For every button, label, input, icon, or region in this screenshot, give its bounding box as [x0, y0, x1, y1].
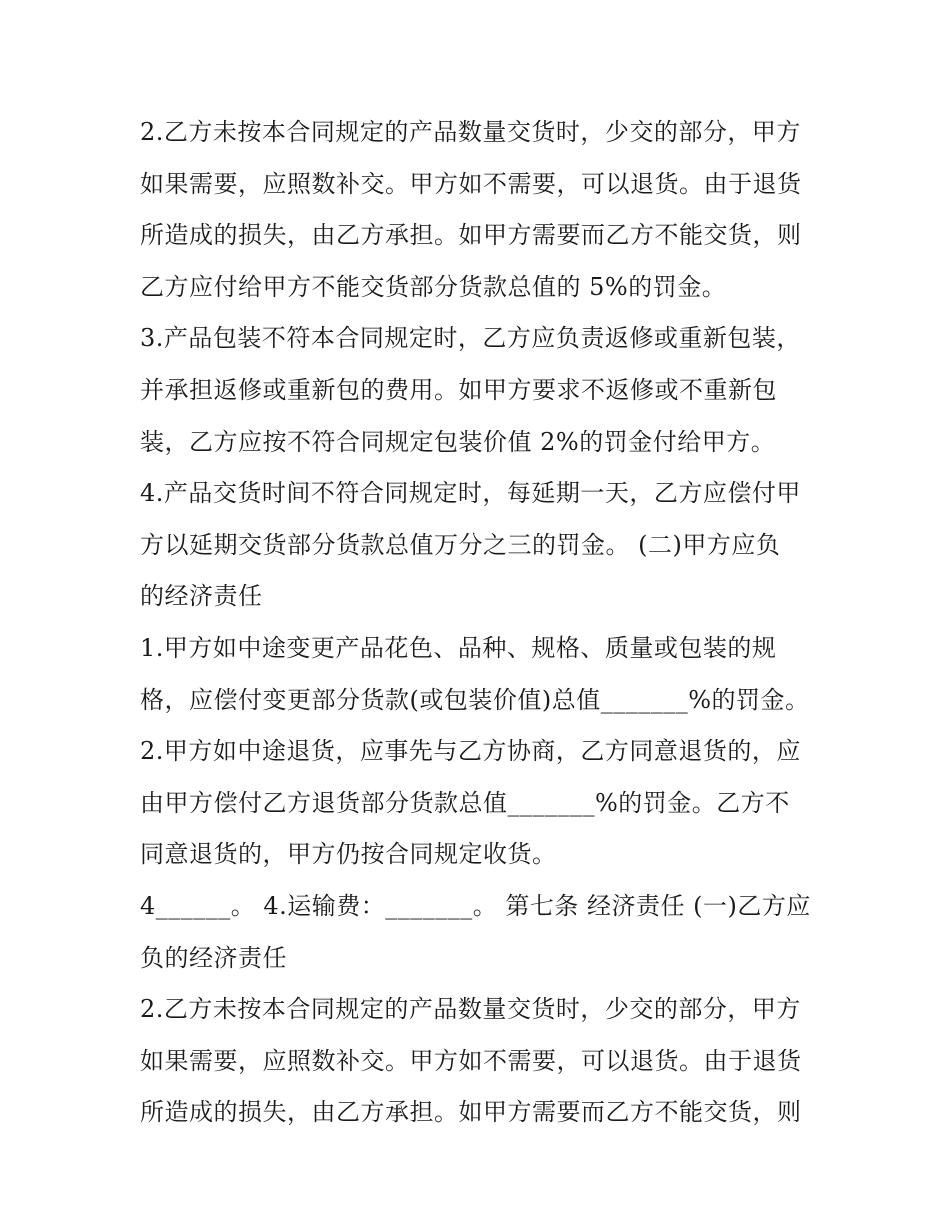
text-line: 2.甲方如中途退货，应事先与乙方协商，乙方同意退货的，应 [140, 737, 801, 766]
text-line: 4.产品交货时间不符合同规定时，每延期一天，乙方应偿付甲 [140, 479, 801, 508]
text-line: 方以延期交货部分货款总值万分之三的罚金。 (二)甲方应负 [140, 530, 781, 559]
text-line: 负的经济责任 [140, 943, 287, 972]
text-line: 所造成的损失，由乙方承担。如甲方需要而乙方不能交货，则 [140, 1098, 802, 1127]
text-line: 格，应偿付变更部分货款(或包装价值)总值_______%的罚金。 [140, 685, 810, 714]
text-line: 并承担返修或重新包的费用。如甲方要求不返修或不重新包 [140, 375, 777, 404]
text-line: 所造成的损失，由乙方承担。如甲方需要而乙方不能交货，则 [140, 221, 802, 250]
text-line: 由甲方偿付乙方退货部分货款总值_______%的罚金。乙方不 [140, 788, 790, 817]
document-body [140, 107, 820, 1139]
text-line: 的经济责任 [140, 582, 263, 611]
text-line: 4______。 4.运输费：_______。 第七条 经济责任 (一)乙方应 [140, 891, 811, 920]
text-line: 3.产品包装不符本合同规定时，乙方应负责返修或重新包装， [140, 324, 801, 353]
text-line: 乙方应付给甲方不能交货部分货款总值的 5%的罚金。 [140, 272, 727, 301]
text-line: 如果需要，应照数补交。甲方如不需要，可以退货。由于退货 [140, 1046, 802, 1075]
text-line: 1.甲方如中途变更产品花色、品种、规格、质量或包装的规 [140, 633, 777, 662]
text-line: 如果需要，应照数补交。甲方如不需要，可以退货。由于退货 [140, 169, 802, 198]
text-line: 2.乙方未按本合同规定的产品数量交货时，少交的部分，甲方 [140, 118, 801, 146]
text-line: 装，乙方应按不符合同规定包装价值 2%的罚金付给甲方。 [140, 427, 776, 456]
text-line: 同意退货的，甲方仍按合同规定收货。 [140, 840, 557, 869]
text-line: 2.乙方未按本合同规定的产品数量交货时，少交的部分，甲方 [140, 995, 801, 1024]
